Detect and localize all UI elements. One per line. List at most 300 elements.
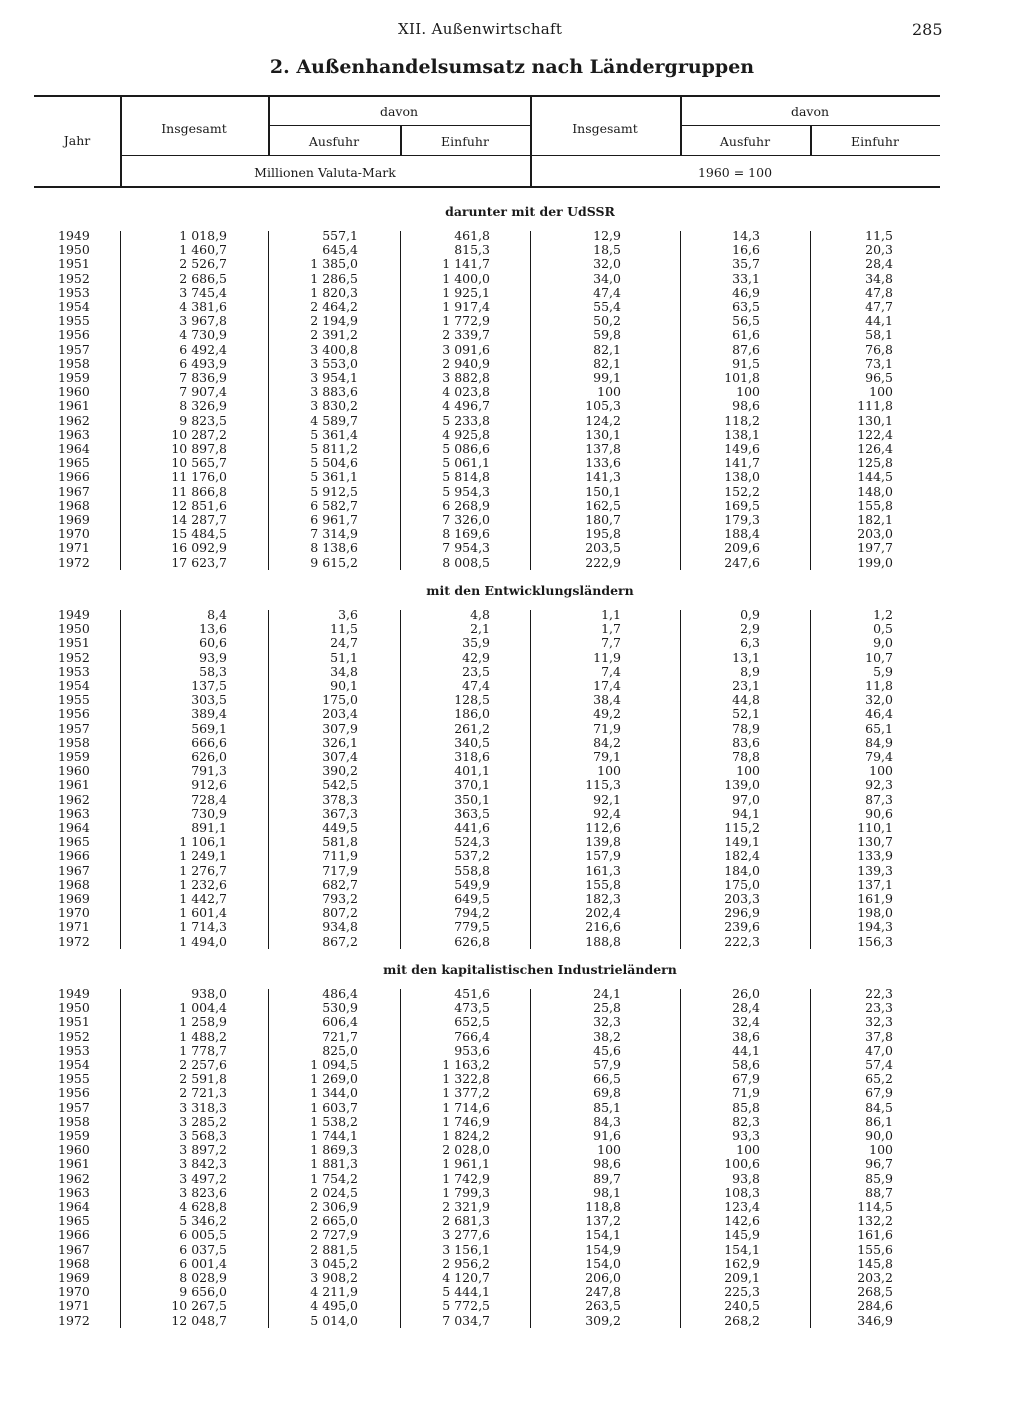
value-cell: 807,2 — [322, 905, 358, 921]
value-cell: 47,8 — [865, 284, 893, 300]
value-cell: 10,7 — [865, 649, 893, 665]
value-cell: 13,6 — [199, 621, 227, 637]
value-cell: 188,4 — [724, 526, 760, 542]
value-cell: 118,8 — [585, 1199, 621, 1214]
value-cell: 682,7 — [322, 876, 358, 892]
value-cell: 649,5 — [454, 891, 490, 906]
column-tick — [120, 610, 123, 949]
year-cell: 1956 — [58, 327, 90, 343]
value-cell: 58,6 — [732, 1057, 760, 1072]
value-cell: 84,9 — [865, 734, 893, 750]
value-cell: 91,5 — [732, 355, 760, 371]
value-cell: 4 925,8 — [442, 426, 490, 442]
value-cell: 76,8 — [865, 341, 893, 357]
value-cell: 93,3 — [732, 1128, 760, 1143]
year-cell: 1960 — [58, 763, 90, 779]
table-row — [0, 665, 1024, 679]
value-cell: 175,0 — [724, 876, 760, 892]
value-cell: 3 897,2 — [179, 1142, 227, 1158]
year-cell: 1954 — [58, 1057, 90, 1072]
value-cell: 8,9 — [740, 663, 760, 679]
table-row — [0, 892, 1024, 906]
value-cell: 28,4 — [865, 256, 893, 272]
col-header-import: Einfuhr — [441, 134, 489, 149]
value-cell: 5 361,1 — [310, 469, 358, 485]
value-cell: 3 400,8 — [310, 341, 358, 357]
value-cell: 15 484,5 — [171, 526, 227, 542]
value-cell: 5 444,1 — [442, 1284, 490, 1300]
value-cell: 137,8 — [585, 441, 621, 456]
year-cell: 1969 — [58, 1270, 90, 1285]
value-cell: 90,1 — [330, 678, 358, 693]
table-row — [0, 541, 1024, 555]
value-cell: 1 106,1 — [179, 834, 227, 850]
year-cell: 1957 — [58, 720, 90, 736]
value-cell: 6 961,7 — [310, 512, 358, 527]
year-cell: 1949 — [58, 986, 90, 1001]
value-cell: 122,4 — [857, 426, 893, 442]
value-cell: 100 — [736, 1142, 760, 1158]
value-cell: 203,5 — [585, 540, 621, 556]
value-cell: 1 778,7 — [179, 1042, 227, 1058]
value-cell: 5 912,5 — [310, 483, 358, 499]
value-cell: 261,2 — [454, 720, 490, 736]
value-cell: 100 — [869, 763, 893, 779]
value-cell: 7,4 — [601, 663, 621, 679]
year-cell: 1950 — [58, 1000, 90, 1016]
value-cell: 2 681,3 — [442, 1213, 490, 1229]
value-cell: 3 318,3 — [179, 1099, 227, 1115]
value-cell: 67,9 — [732, 1071, 760, 1087]
value-cell: 38,4 — [593, 692, 621, 708]
value-cell: 1 004,4 — [179, 1000, 227, 1016]
value-cell: 6 037,5 — [179, 1241, 227, 1257]
value-cell: 79,1 — [593, 749, 621, 764]
value-cell: 71,9 — [732, 1085, 760, 1101]
value-cell: 8,4 — [207, 607, 227, 622]
value-cell: 4 023,8 — [442, 384, 490, 400]
value-cell: 6 492,4 — [179, 341, 227, 357]
year-cell: 1963 — [58, 426, 90, 442]
value-cell: 530,9 — [322, 1000, 358, 1016]
value-cell: 370,1 — [454, 777, 490, 793]
value-cell: 717,9 — [322, 862, 358, 878]
value-cell: 58,1 — [865, 327, 893, 343]
year-cell: 1966 — [58, 469, 90, 485]
value-cell: 59,8 — [593, 327, 621, 343]
table-row — [0, 707, 1024, 721]
value-cell: 3 830,2 — [310, 398, 358, 414]
value-cell: 1 538,2 — [310, 1113, 358, 1129]
value-cell: 461,8 — [454, 228, 490, 243]
value-cell: 83,6 — [732, 734, 760, 750]
value-cell: 44,8 — [732, 692, 760, 708]
table-row — [0, 750, 1024, 764]
table-row — [0, 864, 1024, 878]
value-cell: 44,1 — [865, 313, 893, 329]
value-cell: 47,7 — [865, 299, 893, 314]
year-cell: 1963 — [58, 805, 90, 821]
table-row — [0, 1157, 1024, 1171]
value-cell: 115,2 — [724, 820, 760, 835]
value-cell: 47,4 — [462, 678, 490, 693]
value-cell: 7 954,3 — [442, 540, 490, 556]
value-cell: 154,1 — [585, 1227, 621, 1243]
year-cell: 1954 — [58, 678, 90, 693]
table-row — [0, 1001, 1024, 1015]
value-cell: 9,0 — [873, 635, 893, 651]
value-cell: 3 745,4 — [179, 284, 227, 300]
value-cell: 401,1 — [454, 763, 490, 779]
table-row — [0, 442, 1024, 456]
value-cell: 137,5 — [191, 678, 227, 693]
value-cell: 97,0 — [732, 791, 760, 807]
value-cell: 12,9 — [593, 228, 621, 243]
value-cell: 5,9 — [873, 663, 893, 679]
value-cell: 202,4 — [585, 905, 621, 921]
column-tick — [530, 610, 533, 949]
value-cell: 1 917,4 — [442, 299, 490, 314]
value-cell: 23,5 — [462, 663, 490, 679]
value-cell: 303,5 — [191, 692, 227, 708]
value-cell: 28,4 — [732, 1000, 760, 1016]
value-cell: 2 591,8 — [179, 1071, 227, 1087]
table-row — [0, 1243, 1024, 1257]
value-cell: 2 024,5 — [310, 1184, 358, 1200]
value-cell: 912,6 — [191, 777, 227, 793]
value-cell: 46,9 — [732, 284, 760, 300]
value-cell: 1 603,7 — [310, 1099, 358, 1115]
value-cell: 197,7 — [857, 540, 893, 556]
value-cell: 953,6 — [454, 1042, 490, 1058]
table-row — [0, 935, 1024, 949]
table-row — [0, 243, 1024, 257]
value-cell: 1 961,1 — [442, 1156, 490, 1172]
table-row — [0, 636, 1024, 650]
year-cell: 1954 — [58, 299, 90, 314]
year-cell: 1971 — [58, 1298, 90, 1314]
year-cell: 1955 — [58, 313, 90, 329]
value-cell: 10 287,2 — [171, 426, 227, 442]
value-cell: 7 326,0 — [442, 512, 490, 527]
value-cell: 161,6 — [857, 1227, 893, 1243]
value-cell: 47,0 — [865, 1042, 893, 1058]
value-cell: 3 091,6 — [442, 341, 490, 357]
year-cell: 1961 — [58, 398, 90, 414]
value-cell: 8 326,9 — [179, 398, 227, 414]
value-cell: 182,1 — [857, 512, 893, 527]
table-row — [0, 1299, 1024, 1313]
value-cell: 11,8 — [865, 678, 893, 693]
value-cell: 71,9 — [593, 720, 621, 736]
value-cell: 149,1 — [724, 834, 760, 850]
value-cell: 3 954,1 — [310, 370, 358, 385]
value-cell: 537,2 — [454, 848, 490, 864]
value-cell: 346,9 — [857, 1312, 893, 1328]
value-cell: 441,6 — [454, 820, 490, 835]
year-cell: 1964 — [58, 441, 90, 456]
value-cell: 4 496,7 — [442, 398, 490, 414]
table-row — [0, 1314, 1024, 1328]
value-cell: 133,9 — [857, 848, 893, 864]
value-cell: 4 120,7 — [442, 1270, 490, 1285]
value-cell: 203,4 — [322, 706, 358, 722]
value-cell: 9 656,0 — [179, 1284, 227, 1300]
unit-label-absolute: Millionen Valuta-Mark — [254, 165, 396, 180]
value-cell: 49,2 — [593, 706, 621, 722]
value-cell: 85,9 — [865, 1170, 893, 1186]
value-cell: 34,8 — [330, 663, 358, 679]
value-cell: 9 615,2 — [310, 554, 358, 570]
value-cell: 2 526,7 — [179, 256, 227, 272]
value-cell: 32,3 — [865, 1014, 893, 1030]
value-cell: 34,8 — [865, 270, 893, 286]
value-cell: 14,3 — [732, 228, 760, 243]
value-cell: 1 754,2 — [310, 1170, 358, 1186]
value-cell: 867,2 — [322, 933, 358, 949]
year-cell: 1956 — [58, 1085, 90, 1101]
value-cell: 3 156,1 — [442, 1241, 490, 1257]
value-cell: 34,0 — [593, 270, 621, 286]
year-cell: 1952 — [58, 649, 90, 665]
value-cell: 13,1 — [732, 649, 760, 665]
table-row — [0, 1200, 1024, 1214]
value-cell: 69,8 — [593, 1085, 621, 1101]
value-cell: 626,0 — [191, 749, 227, 764]
value-cell: 38,6 — [732, 1028, 760, 1044]
table-row — [0, 835, 1024, 849]
value-cell: 100,6 — [724, 1156, 760, 1172]
table-row — [0, 1129, 1024, 1143]
value-cell: 98,6 — [593, 1156, 621, 1172]
col-header-davon: davon — [379, 104, 419, 119]
value-cell: 6,3 — [740, 635, 760, 651]
value-cell: 12 851,6 — [171, 497, 227, 513]
value-cell: 186,0 — [454, 706, 490, 722]
value-cell: 5 954,3 — [442, 483, 490, 499]
year-cell: 1967 — [58, 483, 90, 499]
value-cell: 3 882,8 — [442, 370, 490, 385]
year-cell: 1959 — [58, 749, 90, 764]
value-cell: 130,1 — [585, 426, 621, 442]
value-cell: 5 014,0 — [310, 1312, 358, 1328]
value-cell: 815,3 — [454, 242, 490, 258]
table-row — [0, 1044, 1024, 1058]
value-cell: 711,9 — [322, 848, 358, 864]
table-row — [0, 428, 1024, 442]
value-cell: 5 086,6 — [442, 441, 490, 456]
value-cell: 100 — [597, 763, 621, 779]
value-cell: 3 967,8 — [179, 313, 227, 329]
value-cell: 793,2 — [322, 891, 358, 906]
value-cell: 93,9 — [199, 649, 227, 665]
value-cell: 11,9 — [593, 649, 621, 665]
value-cell: 55,4 — [593, 299, 621, 314]
column-tick — [810, 989, 813, 1328]
table-row — [0, 1086, 1024, 1100]
table-row — [0, 1186, 1024, 1200]
value-cell: 20,3 — [865, 242, 893, 258]
value-cell: 1 276,7 — [179, 862, 227, 878]
value-cell: 779,5 — [454, 919, 490, 935]
table-row — [0, 1058, 1024, 1072]
year-cell: 1958 — [58, 355, 90, 371]
value-cell: 363,5 — [454, 805, 490, 821]
value-cell: 8 008,5 — [442, 554, 490, 570]
value-cell: 24,1 — [593, 986, 621, 1001]
table-row — [0, 608, 1024, 622]
value-cell: 161,9 — [857, 891, 893, 906]
value-cell: 35,7 — [732, 256, 760, 272]
value-cell: 1 494,0 — [179, 933, 227, 949]
value-cell: 33,1 — [732, 270, 760, 286]
value-cell: 350,1 — [454, 791, 490, 807]
value-cell: 180,7 — [585, 512, 621, 527]
value-cell: 11 866,8 — [171, 483, 227, 499]
value-cell: 84,3 — [593, 1113, 621, 1129]
value-cell: 87,3 — [865, 791, 893, 807]
value-cell: 934,8 — [322, 919, 358, 935]
value-cell: 51,1 — [330, 649, 358, 665]
table-row — [0, 314, 1024, 328]
value-cell: 340,5 — [454, 734, 490, 750]
value-cell: 73,1 — [865, 355, 893, 371]
value-cell: 645,4 — [322, 242, 358, 258]
value-cell: 1 714,3 — [179, 919, 227, 935]
table-row — [0, 849, 1024, 863]
value-cell: 10 267,5 — [171, 1298, 227, 1314]
year-cell: 1951 — [58, 1014, 90, 1030]
value-cell: 46,4 — [865, 706, 893, 722]
value-cell: 11,5 — [330, 621, 358, 637]
value-cell: 148,0 — [857, 483, 893, 499]
value-cell: 1 488,2 — [179, 1028, 227, 1044]
value-cell: 87,6 — [732, 341, 760, 357]
value-cell: 130,7 — [857, 834, 893, 850]
year-cell: 1966 — [58, 848, 90, 864]
value-cell: 157,9 — [585, 848, 621, 864]
value-cell: 938,0 — [191, 986, 227, 1001]
table-row — [0, 286, 1024, 300]
davon-rule-left — [268, 125, 530, 126]
value-cell: 126,4 — [857, 441, 893, 456]
year-cell: 1969 — [58, 891, 90, 906]
table-row — [0, 357, 1024, 371]
value-cell: 11,5 — [865, 228, 893, 243]
value-cell: 296,9 — [724, 905, 760, 921]
value-cell: 18,5 — [593, 242, 621, 258]
value-cell: 378,3 — [322, 791, 358, 807]
value-cell: 6 493,9 — [179, 355, 227, 371]
value-cell: 16,6 — [732, 242, 760, 258]
value-cell: 389,4 — [191, 706, 227, 722]
value-cell: 307,9 — [322, 720, 358, 736]
value-cell: 0,5 — [873, 621, 893, 637]
value-cell: 150,1 — [585, 483, 621, 499]
value-cell: 10 565,7 — [171, 455, 227, 471]
value-cell: 7 314,9 — [310, 526, 358, 542]
value-cell: 56,5 — [732, 313, 760, 329]
value-cell: 209,6 — [724, 540, 760, 556]
value-cell: 794,2 — [454, 905, 490, 921]
value-cell: 225,3 — [724, 1284, 760, 1300]
value-cell: 247,6 — [724, 554, 760, 570]
value-cell: 1 881,3 — [310, 1156, 358, 1172]
year-cell: 1969 — [58, 512, 90, 527]
value-cell: 199,0 — [857, 554, 893, 570]
year-cell: 1967 — [58, 1241, 90, 1257]
value-cell: 1 925,1 — [442, 284, 490, 300]
column-tick — [680, 610, 683, 949]
year-cell: 1949 — [58, 607, 90, 622]
value-cell: 17,4 — [593, 678, 621, 693]
value-cell: 88,7 — [865, 1184, 893, 1200]
value-cell: 2 940,9 — [442, 355, 490, 371]
value-cell: 1,2 — [873, 607, 893, 622]
value-cell: 23,3 — [865, 1000, 893, 1016]
value-cell: 268,2 — [724, 1312, 760, 1328]
value-cell: 2 257,6 — [179, 1057, 227, 1072]
year-cell: 1956 — [58, 706, 90, 722]
value-cell: 60,6 — [199, 635, 227, 651]
value-cell: 1 824,2 — [442, 1128, 490, 1143]
value-cell: 24,7 — [330, 635, 358, 651]
value-cell: 155,6 — [857, 1241, 893, 1257]
year-cell: 1964 — [58, 1199, 90, 1214]
value-cell: 2 028,0 — [442, 1142, 490, 1158]
value-cell: 154,1 — [724, 1241, 760, 1257]
table-row — [0, 736, 1024, 750]
table-row — [0, 385, 1024, 399]
column-tick — [120, 231, 123, 570]
value-cell: 1 460,7 — [179, 242, 227, 258]
value-cell: 100 — [597, 384, 621, 400]
year-cell: 1967 — [58, 862, 90, 878]
value-cell: 2 956,2 — [442, 1255, 490, 1271]
table-row — [0, 821, 1024, 835]
value-cell: 61,6 — [732, 327, 760, 343]
value-cell: 652,5 — [454, 1014, 490, 1030]
value-cell: 22,3 — [865, 986, 893, 1001]
value-cell: 309,2 — [585, 1312, 621, 1328]
value-cell: 2 881,5 — [310, 1241, 358, 1257]
value-cell: 239,6 — [724, 919, 760, 935]
value-cell: 16 092,9 — [171, 540, 227, 556]
value-cell: 141,3 — [585, 469, 621, 485]
table-row — [0, 1143, 1024, 1157]
value-cell: 247,8 — [585, 1284, 621, 1300]
value-cell: 4 211,9 — [310, 1284, 358, 1300]
value-cell: 100 — [736, 384, 760, 400]
value-cell: 5 814,8 — [442, 469, 490, 485]
value-cell: 93,8 — [732, 1170, 760, 1186]
running-head: XII. Außenwirtschaft — [398, 20, 563, 38]
value-cell: 2 727,9 — [310, 1227, 358, 1243]
value-cell: 32,0 — [593, 256, 621, 272]
value-cell: 1 714,6 — [442, 1099, 490, 1115]
column-tick — [400, 989, 403, 1328]
value-cell: 90,0 — [865, 1128, 893, 1143]
value-cell: 216,6 — [585, 919, 621, 935]
year-cell: 1953 — [58, 284, 90, 300]
year-cell: 1971 — [58, 540, 90, 556]
year-cell: 1955 — [58, 1071, 90, 1087]
value-cell: 3 553,0 — [310, 355, 358, 371]
value-cell: 7 836,9 — [179, 370, 227, 385]
year-cell: 1965 — [58, 455, 90, 471]
value-cell: 3 497,2 — [179, 1170, 227, 1186]
value-cell: 1 286,5 — [310, 270, 358, 286]
